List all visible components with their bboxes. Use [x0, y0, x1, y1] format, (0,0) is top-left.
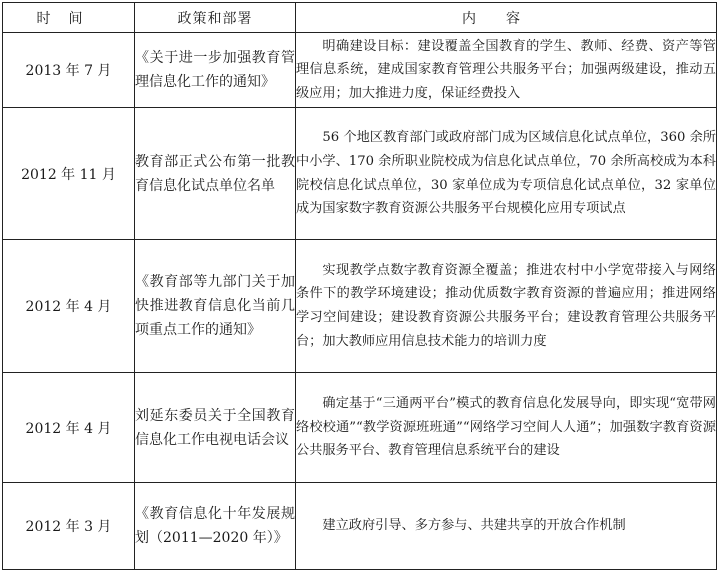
content-text: 实现教学点数字教育资源全覆盖；推进农村中小学宽带接入与网络条件下的教学环境建设；推动优质数字教育资源的普遍应用；推进网络学习空间建设；建设教育资源公共服务平台；建设教育管理公共服务平台；加大教师应用信息技术能力的培训力度	[296, 262, 716, 349]
policy-text: 刘延东委员关于全国教育信息化工作电视电话会议	[135, 407, 295, 448]
table-row	[3, 33, 717, 108]
cell-content	[296, 240, 717, 373]
content-text: 确定基于“三通两平台”模式的教育信息化发展导向，即实现“宽带网络校校通”“教学资源班班通”“网络学习空间人人通”；加强数字教育资源公共服务平台、教育管理信息系统平台的建设	[296, 396, 716, 459]
header-content: 内容	[296, 3, 717, 33]
cell-content	[296, 108, 717, 240]
table-row	[3, 373, 717, 483]
policy-text: 教育部正式公布第一批教育信息化试点单位名单	[135, 153, 295, 194]
cell-time: 2013 年 7 月	[3, 33, 135, 108]
content-text: 明确建设目标：建设覆盖全国教育的学生、教师、经费、资产等管理信息系统，建成国家教育管理公共服务平台；加强两级建设，推动五级应用；加大推进力度，保证经费投入	[296, 38, 716, 101]
policy-text: 《教育信息化十年发展规划（2011—2020 年）》	[135, 506, 295, 546]
header-time: 时间	[3, 3, 135, 33]
table-row	[3, 483, 717, 570]
policy-text: 《关于进一步加强教育管理信息化工作的通知》	[135, 50, 295, 90]
cell-content	[296, 33, 717, 108]
header-policy: 政策和部署	[135, 3, 296, 33]
cell-time: 2012 年 4 月	[3, 373, 135, 483]
table-row	[3, 240, 717, 373]
cell-time: 2012 年 3 月	[3, 483, 135, 570]
table-row	[3, 108, 717, 240]
cell-time: 2012 年 4 月	[3, 240, 135, 373]
cell-content	[296, 373, 717, 483]
cell-policy	[135, 373, 296, 483]
cell-content	[296, 483, 717, 570]
content-text: 56 个地区教育部门或政府部门成为区域信息化试点单位，360 余所中小学、170 余所职业院校成为信息化试点单位，70 余所高校成为本科院校信息化试点单位，30 家单位成为专项信息化试点单位，32 家单位成为国家数字教育资源公共服务平台规模化应用专项试点	[296, 130, 716, 217]
cell-time: 2012 年 11 月	[3, 108, 135, 240]
content-text: 建立政府引导、多方参与、共建共享的开放合作机制	[322, 518, 626, 534]
table-header-row	[3, 3, 717, 33]
document-page	[2, 2, 716, 570]
cell-policy	[135, 483, 296, 570]
policy-table	[2, 2, 717, 570]
cell-policy	[135, 33, 296, 108]
policy-text: 《教育部等九部门关于加快推进教育信息化当前几项重点工作的通知》	[135, 274, 295, 338]
cell-policy	[135, 240, 296, 373]
cell-policy	[135, 108, 296, 240]
